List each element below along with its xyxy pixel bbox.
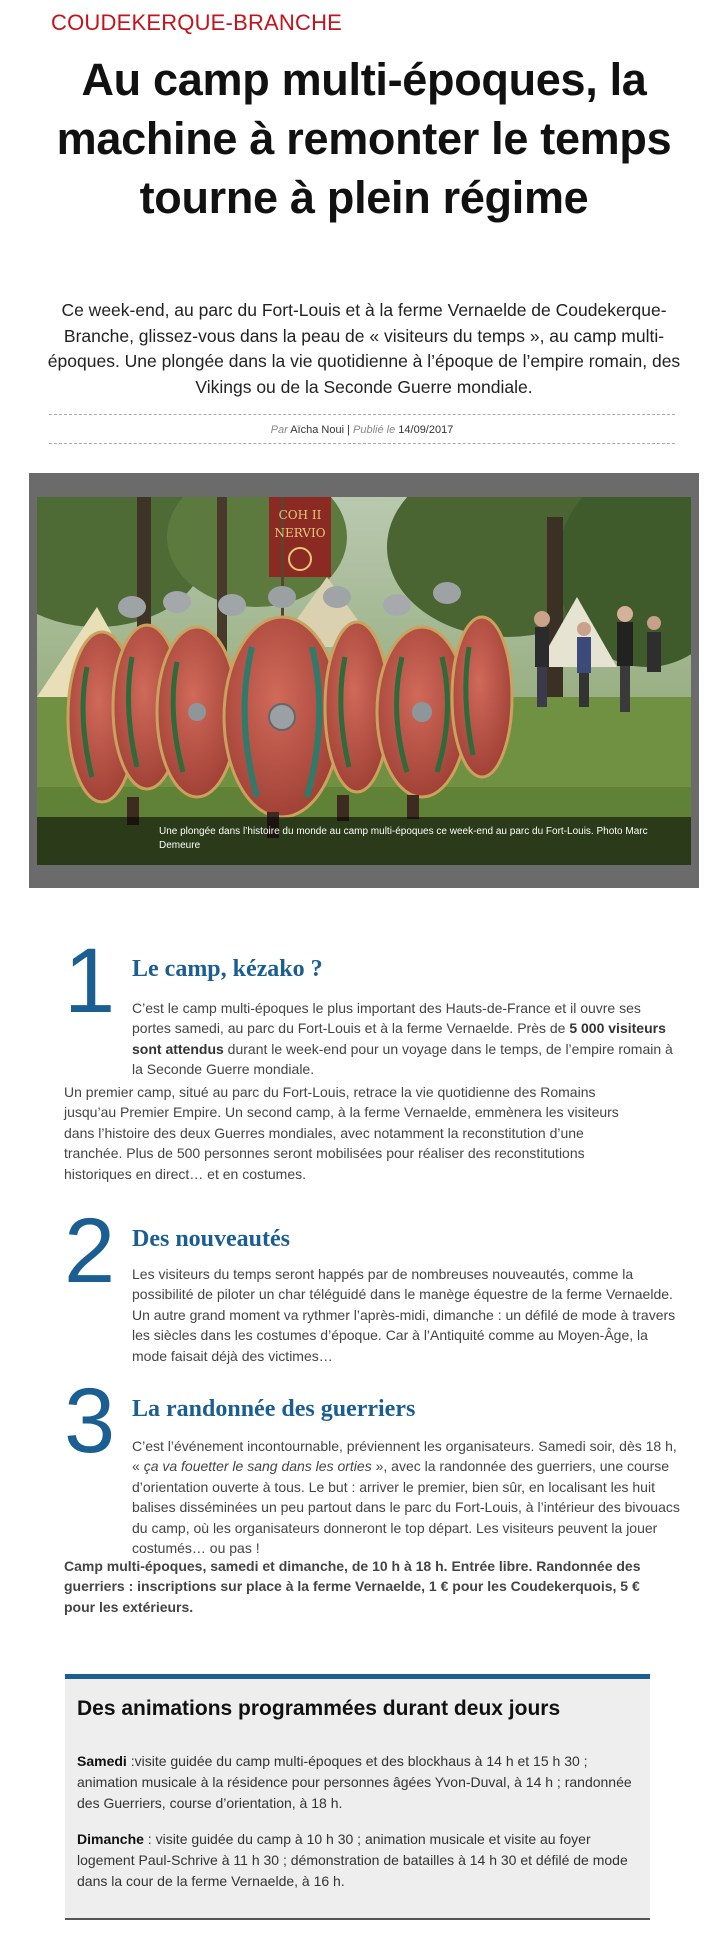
step-3-paragraph-1 — [132, 1436, 682, 1558]
step-1-paragraph-2: Un premier camp, situé au parc du Fort-Louis, retrace la vie quotidienne des Romains jusqu’au Premier Empire. Un second camp, à la ferme Vernaelde, emmènera les visiteurs dans l’histoire des deux Guerres mondiales, avec notamment la reconstitution d’une tranchée. Plus de 500 personnes seront mobilisées pour réaliser des reconstitutions historiques en direct… et en costumes. — [64, 1084, 619, 1182]
step-1-paragraph-1 — [132, 998, 682, 1080]
banner-text-1: COH II — [278, 508, 322, 522]
step-1-highlight: 5 000 visiteurs sont attendus — [132, 1020, 666, 1057]
step-number: 2 — [64, 1200, 116, 1302]
byline — [49, 414, 675, 444]
byline-published-label: Publié le — [353, 424, 396, 436]
step-2-paragraph-1: Les visiteurs du temps seront happés par de nombreuses nouveautés, comme la possibilité de piloter un char téléguidé dans le manège équestre de la ferme Vernaelde. Un autre grand moment va rythmer l’après-midi, dimanche : un défilé de mode à travers les siècles dans les costumes d’époque. Car à l’Antiquité comme au Moyen-Âge, la mode faisait déjà des victimes… — [132, 1266, 676, 1364]
practical-info: Camp multi-époques, samedi et dimanche, de 10 h à 18 h. Entrée libre. Randonnée des guerriers : inscriptions sur place à la ferme Vernaelde, 1 € pour les Coudekerquois, 5 € pour les extérieurs. — [64, 1558, 641, 1615]
section-label[interactable]: COUDEKERQUE-BRANCHE — [51, 10, 343, 35]
step-number: 3 — [64, 1370, 116, 1472]
photo-illustration — [37, 497, 691, 865]
step-3 — [64, 1370, 680, 1576]
step-3-text-b: », avec la randonnée des guerriers, une course d’orientation ouverte à tous. Le but : arriver le premier, bien sûr, en localisant les huit balises disséminées un peu partout dans le parc du Fort-Louis, à l’intérieur des bivouacs du camp, où les organisateurs donneront le top départ. Les visiteurs peuvent la jouer costumés… ou pas ! — [132, 1458, 680, 1557]
article-lead: Ce week-end, au parc du Fort-Louis et à la ferme Vernaelde de Coudekerque-Branche, glissez-vous dans la peau de « visiteurs du temps », au camp multi-époques. Une plongée dans la vie quotidienne à l’époque de l’empire romain, des Vikings ou de la Seconde Guerre mondiale. — [47, 300, 681, 397]
step-title: La randonnée des guerriers — [132, 1396, 416, 1422]
article-photo[interactable] — [37, 497, 691, 865]
photo-caption: Une plongée dans l’histoire du monde au camp multi-époques ce week-end au parc du Fort-Louis. Photo Marc Demeure — [37, 817, 691, 865]
step-1-text-a: C’est le camp multi-époques le plus important des Hauts-de-France et il ouvre ses portes samedi, au parc du Fort-Louis et à la ferme Vernaelde. Près de — [132, 1000, 641, 1037]
byline-by-label: Par — [270, 424, 288, 436]
byline-author[interactable]: Aïcha Noui — [290, 424, 345, 436]
step-2 — [64, 1200, 676, 1366]
events-sunday-text: : visite guidée du camp à 10 h 30 ; animation musicale et visite au foyer logement Paul-Schrive à 11 h 30 ; démonstration de batailles à 14 h 30 et défilé de mode dans la cour de la ferme Vernaelde, à 16 h. — [77, 1831, 628, 1889]
step-title: Des nouveautés — [132, 1226, 291, 1252]
step-title: Le camp, kézako ? — [132, 956, 323, 982]
step-number: 1 — [64, 930, 116, 1032]
article-title: Au camp multi-époques, la machine à remonter le temps tourne à plein régime — [56, 54, 672, 223]
events-saturday-text: :visite guidée du camp multi-époques et des blockhaus à 14 h et 15 h 30 ; animation musicale à la résidence pour personnes âgées Yvon-Duval, à 14 h ; randonnée des Guerriers, course d’orientation, à 18 h. — [77, 1753, 632, 1811]
events-saturday — [77, 1751, 637, 1814]
photo-frame — [29, 473, 699, 888]
byline-date: 14/09/2017 — [398, 424, 454, 436]
step-1-text-b: durant le week-end pour un voyage dans le temps, de l’empire romain à la Seconde Guerre mondiale. — [132, 1040, 673, 1078]
events-sunday — [77, 1829, 637, 1892]
events-box-title: Des animations programmées durant deux jours — [77, 1697, 561, 1720]
events-box — [65, 1674, 650, 1920]
byline-separator: | — [347, 424, 350, 436]
banner-text-2: NERVIO — [274, 526, 326, 540]
events-sunday-label: Dimanche — [77, 1831, 144, 1847]
events-saturday-label: Samedi — [77, 1753, 127, 1769]
step-3-text-a: C’est l’événement incontournable, préviennent les organisateurs. Samedi soir, dès 18 h, « — [132, 1438, 677, 1475]
step-3-quote: ça va fouetter le sang dans les orties — [143, 1458, 372, 1475]
